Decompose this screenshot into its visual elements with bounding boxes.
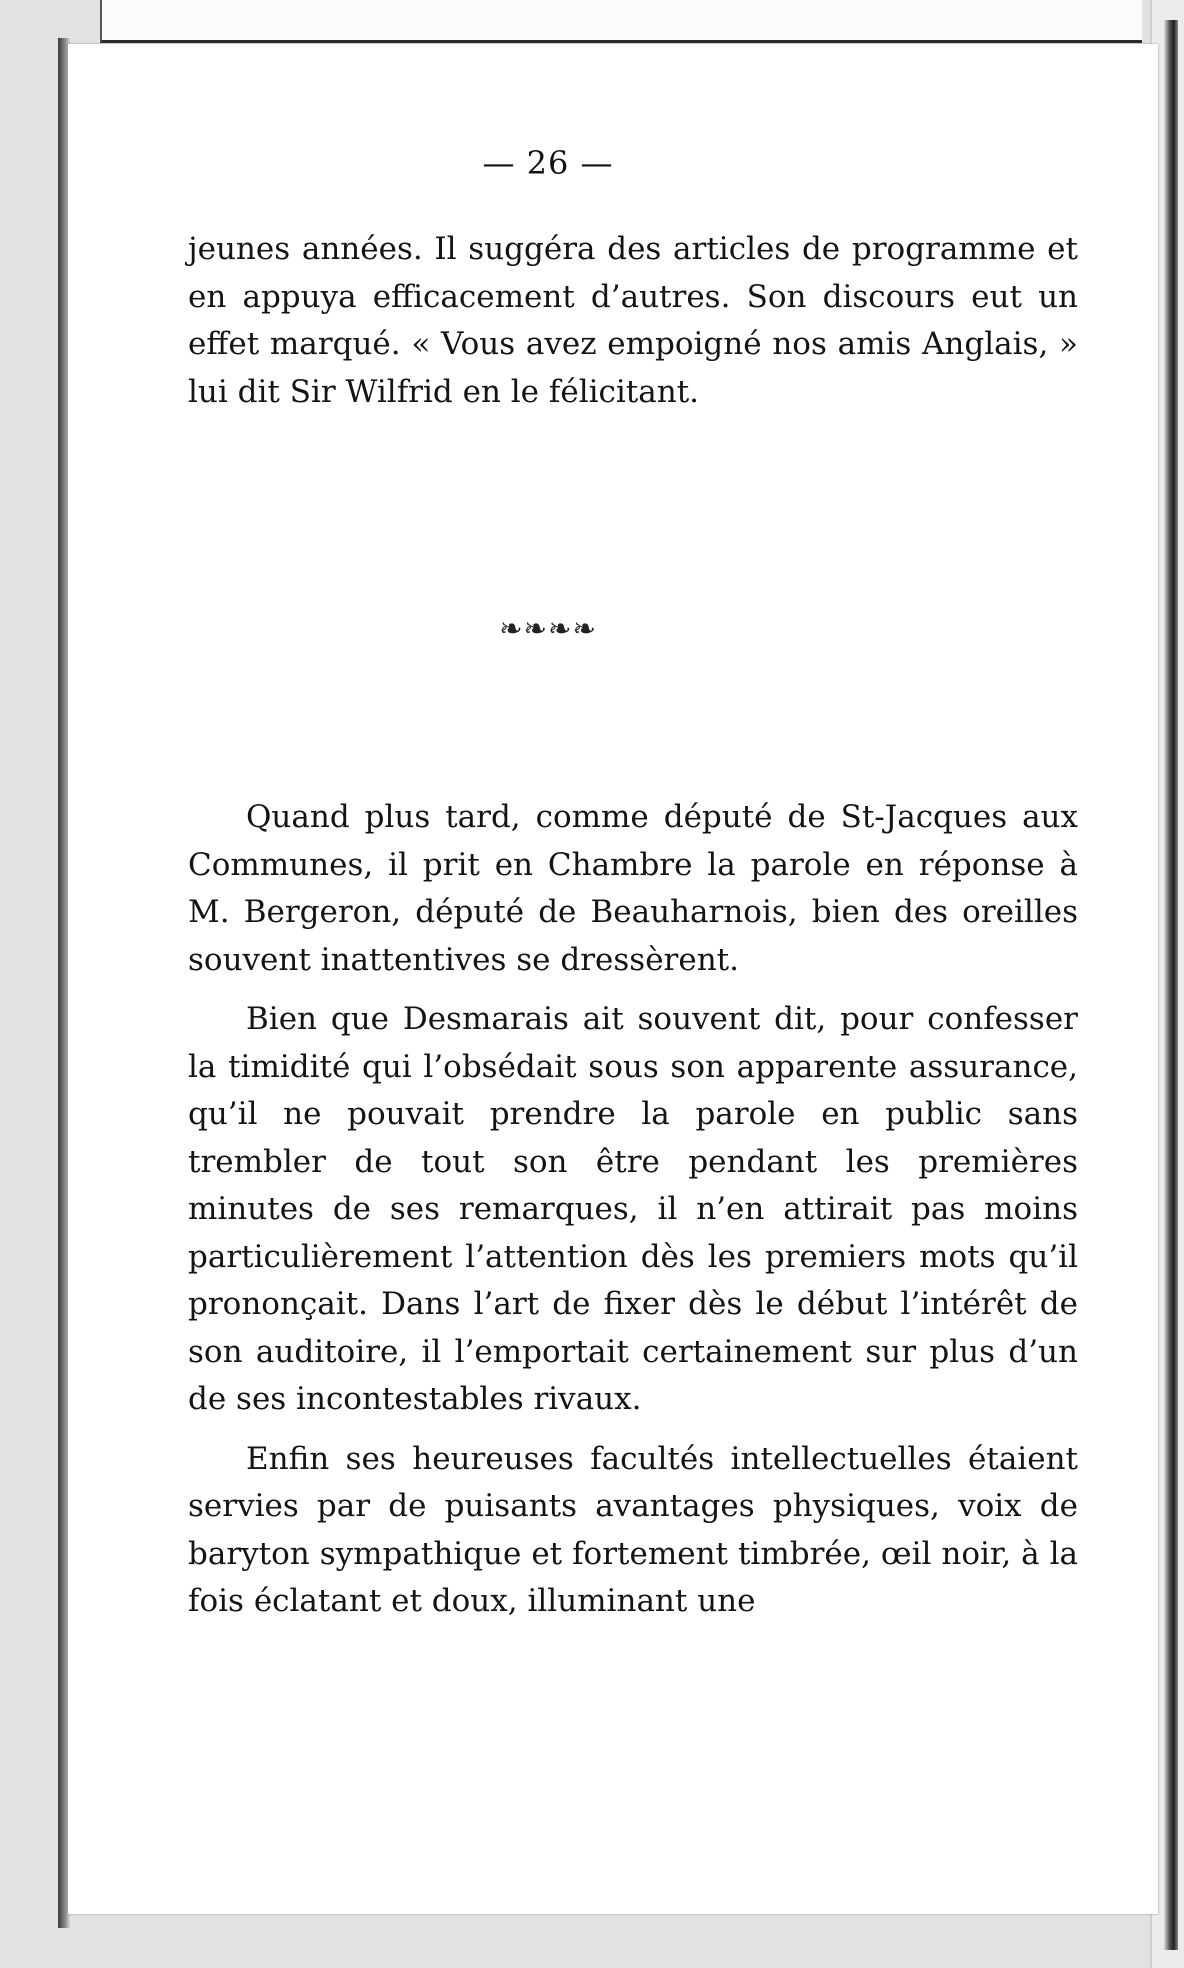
paragraph: Bien que Desmarais ait souvent dit, pour confesser la timidité qui l’obsédait sous son apparente assurance, qu’il ne pouvait prendre la parole en public sans trembler de tout son être pendant les premières minutes de ses remarques, il n’en attirait pas moins particulièrement l’attention dès les premiers mots qu’il prononçait. Dans l’art de fixer dès le début l’intérêt de son auditoire, il l’emportait certainement sur plus d’un de ses incontestables rivaux. [188,1001,1078,1417]
section-ornament: ❧❧❧❧ [499,612,597,645]
top-text-block [188,226,1078,428]
paragraph: Enfin ses heureuses facultés intellectuelles étaient servies par de puisants avantages physiques, voix de baryton sympathique et fortement timbrée, œil noir, à la fois éclatant et doux, illuminant une [188,1440,1078,1619]
paragraph: Quand plus tard, comme député de St-Jacques aux Communes, il prit en Chambre la parole en réponse à M. Bergeron, député de Beauharnois, bien des oreilles souvent inattentives se dressèrent. [188,799,1078,978]
paragraph: jeunes années. Il suggéra des articles de programme et en appuya efficacement d’autres. Son discours eut un effet marqué. « Vous avez empoigné nos amis Anglais, » lui dit Sir Wilfrid en le félicitant. [188,231,1078,410]
page-number: — 26 — [482,144,614,182]
right-page-edge-shadow [1164,20,1178,1950]
bottom-text-block [188,794,1078,1638]
top-page-edge [100,0,1142,43]
book-page [68,44,1158,1914]
